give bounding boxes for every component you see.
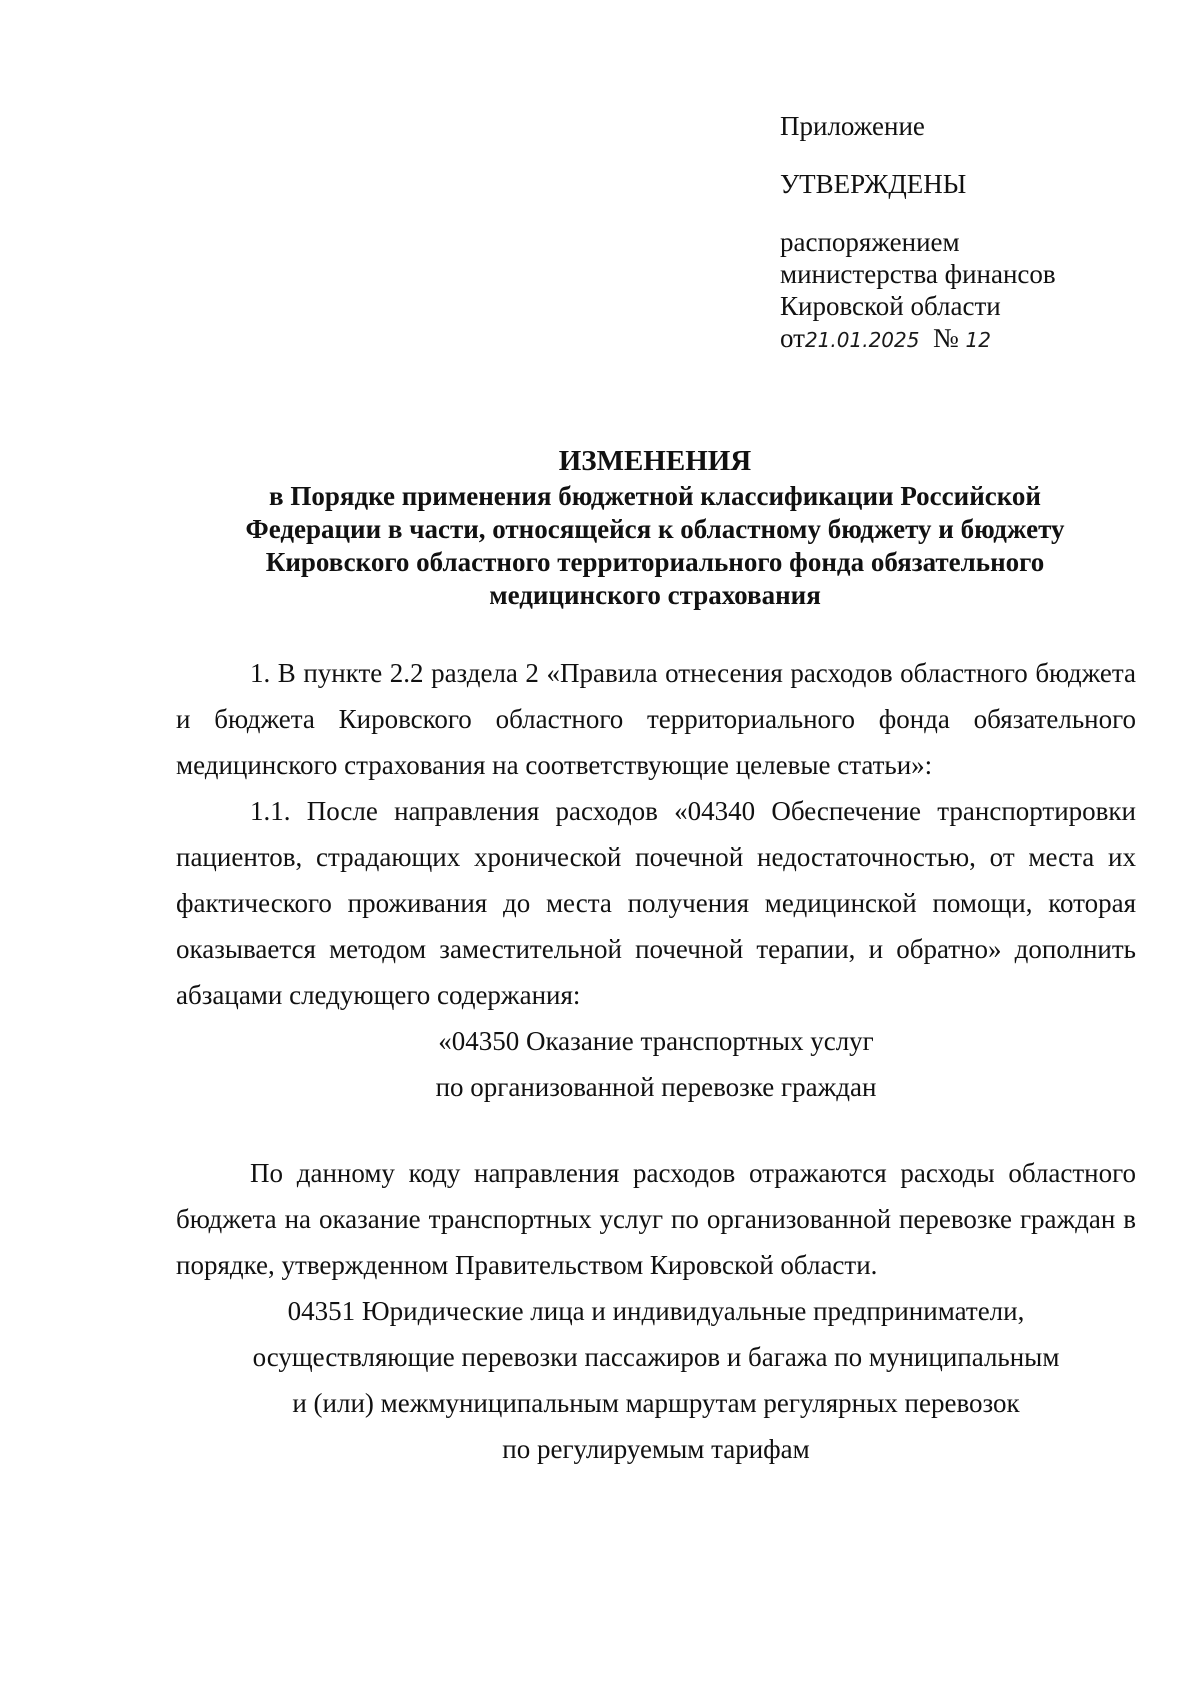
date-prefix: от xyxy=(780,323,805,353)
code-04351-line: 04351 Юридические лица и индивидуальные предприниматели, xyxy=(287,1296,1025,1326)
paragraph-code-description: По данному коду направления расходов отражаются расходы областного бюджета на оказание транспортных услуг по организованной перевозке граждан в порядке, утвержденном Правительством Кировской области. xyxy=(176,1158,1136,1280)
handwritten-number: 12 xyxy=(965,328,991,352)
paragraph-1-1: 1.1. После направления расходов «04340 Обеспечение транспортировки пациентов, страдающих хронической почечной недостаточностью, от места их фактического проживания до места получения медицинской помощи, которая оказывается методом заместительной почечной терапии, и обратно» дополнить абзацами следующего содержания: xyxy=(176,796,1136,1010)
handwritten-date: 21.01.2025 xyxy=(804,328,920,352)
approval-line: министерства финансов xyxy=(780,259,1056,289)
title-line: Кировского областного территориального фонда обязательного xyxy=(265,547,1045,577)
code-04350-line: по организованной перевозке граждан xyxy=(435,1072,877,1102)
title-main: ИЗМЕНЕНИЯ xyxy=(558,445,752,477)
code-04351-line: по регулируемым тарифам xyxy=(502,1434,810,1464)
annex-label: Приложение xyxy=(780,111,925,141)
approval-line: распоряжением xyxy=(780,227,960,257)
title-line: Федерации в части, относящейся к областному бюджету и бюджету xyxy=(245,514,1065,544)
code-04350-line: «04350 Оказание транспортных услуг xyxy=(438,1026,874,1056)
document-title xyxy=(160,445,1150,612)
code-04351-line: и (или) межмуниципальным маршрутам регулярных перевозок xyxy=(292,1388,1020,1418)
title-line: медицинского страхования xyxy=(489,580,821,610)
document-body xyxy=(176,650,1136,1472)
code-04351-line: осуществляющие перевозки пассажиров и багажа по муниципальным xyxy=(252,1342,1060,1372)
spacer xyxy=(176,1110,1136,1150)
title-line: в Порядке применения бюджетной классификации Российской xyxy=(268,481,1041,511)
number-prefix: № xyxy=(932,323,959,353)
approval-block xyxy=(780,110,1160,356)
approved-label: УТВЕРЖДЕНЫ xyxy=(780,169,967,199)
approval-line: Кировской области xyxy=(780,291,1001,321)
paragraph-1: 1. В пункте 2.2 раздела 2 «Правила отнесения расходов областного бюджета и бюджета Кировского областного территориального фонда обязательного медицинского страхования на соответствующие целевые статьи»: xyxy=(176,658,1136,780)
approval-date-row xyxy=(780,322,1160,356)
